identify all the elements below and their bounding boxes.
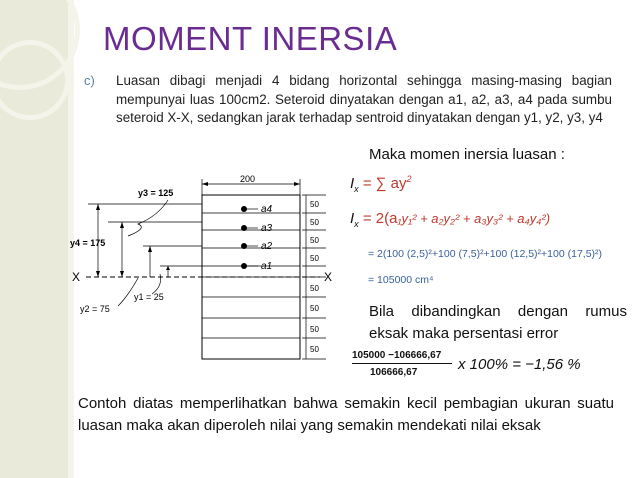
segment-label: 50 (310, 236, 319, 245)
fraction-bar (352, 363, 452, 364)
segment-label: 50 (310, 254, 319, 263)
y1-label: y1 = 25 (134, 292, 164, 302)
segment-label: 50 (310, 325, 319, 334)
intro-paragraph: Luasan dibagi menjadi 4 bidang horizontal sehingga masing-masing bagian mempunyai luas 100cm2. Seteroid dinyatakan dengan a1, a2, a3, a4 pada sumbu seteroid X-X, sedangkan jarak terhadap sentroid dinyatakan dengan y1, y2, y3, y4 (116, 73, 612, 126)
pct-rest: x 100% = −1,56 % (458, 356, 581, 373)
y4-label: y4 = 175 (70, 238, 106, 248)
area-label-a1: a1 (261, 261, 273, 272)
axis-label-right: X (324, 270, 333, 284)
maka-heading: Maka momen inersia luasan : (369, 146, 565, 163)
y3-label: y3 = 125 (138, 188, 174, 198)
equations-block (346, 168, 638, 298)
percent-error-equation (346, 346, 638, 386)
segment-label: 50 (310, 345, 319, 354)
strip-lines (202, 213, 300, 338)
segment-label: 50 (310, 218, 319, 227)
ix-equation-1: $I_x$ = ∑ $ay^2$ (350, 174, 412, 194)
conclusion-text: Contoh diatas memperlihatkan bahwa semakin kecil pembagian ukuran suatu luasan maka akan diperoleh nilai yang semakin mendekati nilai eksak (78, 395, 614, 434)
width-label: 200 (240, 174, 256, 184)
y2-label: y2 = 75 (80, 304, 110, 314)
ix-equation-2: $I_x = 2(a_1y_1^2 + a_2y_2^2 + a_3y_3^2 + a_4y_4^2)$ (350, 210, 551, 229)
bullet-marker: c) (84, 73, 95, 88)
calc-line: = 2(100 (2,5)²+100 (7,5)²+100 (12,5)²+100 (17,5)²) (368, 248, 603, 260)
axis-label-left: X (72, 270, 81, 284)
cross-section-figure (68, 166, 334, 373)
area-label-a4: a4 (261, 204, 273, 215)
segment-label: 50 (310, 200, 319, 209)
segment-label: 50 (310, 284, 319, 293)
comparison-text: Bila dibandingkan dengan rumus eksak maka persentasi error (369, 303, 627, 342)
segment-label: 50 (310, 304, 319, 313)
area-label-a2: a2 (261, 241, 273, 252)
pct-denominator: 106666,67 (370, 367, 418, 378)
slide-title: MOMENT INERSIA (103, 20, 398, 57)
result-line: = 105000 cm⁴ (368, 274, 434, 286)
area-label-a3: a3 (261, 223, 273, 234)
pct-numerator: 105000 −106666,67 (352, 350, 442, 361)
